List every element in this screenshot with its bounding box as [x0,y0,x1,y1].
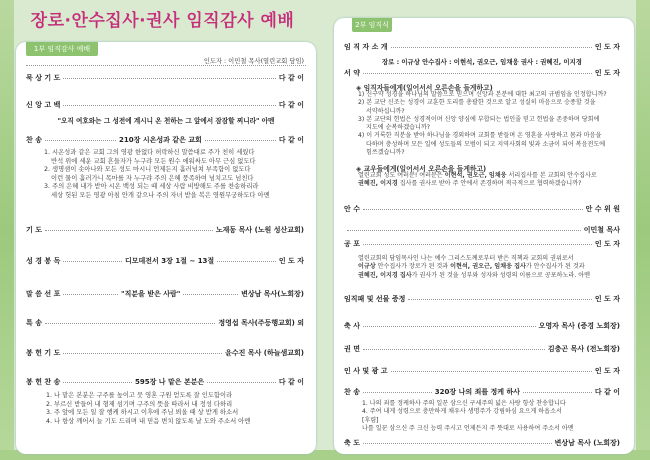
order-item-prayer [26,225,304,235]
vow-line: 다하며 충성하며 모든 일에 성도들의 모범이 되고 지역사회의 빛과 소금이 되어 복음전도에 [366,140,606,148]
dots [523,392,592,393]
item-label: 성 경 봉 독 [26,257,61,265]
offering-lyrics [46,392,250,426]
order-item-proclamation [344,239,620,249]
vows-questions [358,91,607,157]
vow-line: 4) 이 거룩한 직분을 받아 하나님을 경외하며 교회를 받들며 온 영혼을 사랑하고 몸과 마음을 [358,132,602,140]
lyric-line: 4. 나 항상 깨어서 늘 기도 드리며 내 믿음 변치 않도록 날 도와 주소서 아멘 [46,417,251,425]
dots [363,73,592,74]
dots [63,105,275,106]
dots [45,323,215,324]
item-leader: 인 도 자 [594,367,620,375]
deaconess-names: 권혜진, 이지경 [358,180,398,188]
item-label: 축 도 [344,439,360,447]
dots [63,261,122,262]
dots [347,230,581,231]
lyric-line: 2. 생명샘이 솟아나와 모든 성도 마시니 언제든지 흘러넘쳐 부족함이 없도다 [44,166,251,173]
lyric-line: 이런 물이 흘러가니 목마를 자 누구랴 주의 은혜 풍족하여 넘치고도 넘친다 [51,174,254,182]
lyric-line: 반석 위에 세운 교회 흔들자가 누구랴 모든 원수 에워싸도 아무 근심 없도다 [51,157,256,165]
order-item-closing-hymn [344,387,620,397]
item-label: 인 사 및 광 고 [344,367,388,375]
order-item-announcements [344,366,620,376]
lyric-line: 2. 부르신 받들어 내 형제 섬기며 구주의 뜻을 따라서 내 정성 다하리 [46,400,233,408]
vows-heading-ordinands: ◈ 임직자들에게(일어서서 오른손을 들게하고) [356,84,493,92]
item-label: 임 직 자 소 개 [344,43,388,51]
confession-text: "오직 여호와는 그 성전에 계시니 온 천하는 그 앞에서 잠잠할 찌니라" 아멘 [57,117,275,125]
dots [63,78,275,79]
page-title: 장로·안수집사·권사 임직감사 예배 [30,11,295,31]
leader-divider [26,65,306,66]
order-item-sermon [26,289,304,299]
item-label: 안 수 [344,205,360,213]
decl-line-2: 이규상 안수집사가 장로가 된 것과 이현석, 권오근, 임채웅 집사가 안수집사가 된 것과 [358,263,585,271]
item-leader: 변상남 목사 (노회장) [554,439,620,447]
dots [63,353,222,354]
proclamation-text [358,255,590,280]
dots [205,140,276,141]
right-decoration [636,0,650,460]
dots [363,349,545,350]
item-label: 권 면 [344,345,360,353]
order-item-laying-hands [344,204,620,214]
item-leader: 다 같 이 [278,74,304,82]
item-leader: 인 도 자 [278,257,305,265]
service-panel-part2 [334,18,634,454]
order-item-exhortation [344,344,620,354]
vows-heading-congregation: ◈ 교우들에게(일어서서 오른손을 들게하고) [356,165,487,173]
order-item-silent-prayer [26,73,304,83]
dots [207,382,276,383]
dots [183,294,238,295]
hymn-title: 210장 시온성과 같은 교회 [119,136,202,144]
item-leader: 다 같 이 [594,388,621,396]
item-leader: 윤수진 목사 (하늘샘교회) [225,349,304,357]
order-item-scripture [26,256,304,266]
vow-line-1: 열린교회 성도 여러분! 여러분은 이현석, 권오근, 임채웅 서리집사를 본 교회의 안수집사로 [358,172,597,179]
decl-line-3: 권혜진, 이지경 집사가 권사가 된 것을 성부와 성자와 성령의 이름으로 공포하노라. 아멘 [358,271,590,279]
item-label: 봉 헌 찬 송 [26,378,61,386]
item-leader: 인 도 자 [594,240,620,248]
closing-hymn-lyrics [362,400,574,433]
vow-line: 힘쓰겠습니까? [366,149,405,157]
lyric-line: 3. 주 앞에 모든 일 잘 행케 하시고 이후에 주님 뵈올 때 상 받게 하소서 [46,409,239,416]
item-label: 축 사 [344,322,360,330]
part1-badge: 1부 임직감사 예배 [26,42,98,56]
item-leader: 인 도 자 [594,295,620,303]
dots [363,443,552,444]
item-label: 찬 송 [344,388,360,396]
congregation-vow [358,172,597,189]
order-item-offering-hymn [26,377,304,387]
item-leader: 다 같 이 [278,101,304,109]
order-item-special-song [26,318,304,328]
dots [217,261,276,262]
item-leader: 안 수 위 원 [585,205,620,213]
lyric-line: 1. 나 맡은 본분은 구주를 높이고 뭇 영혼 구원 얻도록 잘 인도함이라 [46,392,233,399]
item-leader: 노재동 목사 (노원 성산교회) [215,226,304,234]
item-label: 임직패 및 선물 증정 [344,295,406,303]
dots [63,294,118,295]
dots [63,382,132,383]
order-item-confession [26,100,304,110]
item-label: 봉 헌 기 도 [26,349,61,357]
sermon-title: "직분을 받은 사람" [120,290,181,298]
item-label: 공 포 [344,240,360,248]
order-item-laying-hands-minister [344,225,620,235]
dots [363,326,536,327]
item-label: 기 도 [26,226,42,234]
item-label: 말 씀 선 포 [26,290,61,298]
order-item-benediction [344,438,620,448]
item-leader: 변상남 목사(노회장) [241,290,304,298]
vow-line-2: 권혜진, 이지경 집사를 권사로 받아 주 안에서 존경하며 적극적으로 협력하겠습니까? [358,180,582,188]
dots [363,209,583,210]
dots [45,230,213,231]
dots [391,47,592,48]
item-leader: 인 도 자 [594,69,620,77]
lyric-line: 1. 시온성과 같은 교회 그의 영광 한없다 허락하신 말씀대로 주가 친히 세웠다 [44,149,255,156]
lyric-line: [후렴] [362,416,379,424]
item-leader: 정영섭 목사(주등행교회) 외 [218,319,304,327]
dots [408,299,591,300]
order-item-vows [344,68,620,78]
item-label: 서 약 [344,69,360,77]
offering-hymn-title: 595장 나 맡은 본분은 [134,378,205,386]
decl-line-1: 열린교회의 담임목사인 나는 예수 그리스도께로부터 받은 직책과 교회의 권위로서 [358,255,574,262]
vow-line: 3) 본 교단의 헌법은 성경적이며 신앙 양심에 부합되는 법인줄 믿고 헌법을 존중하며 당회에 [358,115,600,123]
item-label: 신 앙 고 백 [26,101,61,109]
item-label: 묵 상 기 도 [26,74,61,82]
item-leader: 인 도 자 [594,43,620,51]
order-item-congratulations [344,321,620,331]
lyric-line: 세상 헛된 모든 영광 아침 안개 같으나 주의 자녀 받을 복은 영원무궁하도다 아멘 [51,191,270,199]
order-item-offering-prayer [26,348,304,358]
lyric-line: 4. 주여 내게 성령으로 충만하게 채우사 생명주가 강림하심 요으게 하옵소서 [362,408,562,416]
left-decoration [0,0,14,460]
closing-hymn-title: 320장 나의 죄를 정케 하사 [434,388,521,396]
item-label: 특 송 [26,319,42,327]
item-leader: 김충곤 목사 (전노회장) [547,345,620,353]
scripture-ref: 디모데전서 3장 1절 ~ 13절 [125,257,215,265]
leader-text: 인도자 : 이민철 목사(열린교회 담임) [203,58,304,65]
dots [363,244,592,245]
vow-line: 1) 신구약 성경을 하나님의 말씀으로 믿으며 신앙과 본분에 대한 최고의 규범임을 인정합니까? [358,91,607,98]
item-leader: 다 같 이 [278,378,305,386]
lyric-line: 3. 주의 은혜 내가 받아 시온 백성 되는 때 세상 사람 비방해도 주를 찬송하리라 [44,183,259,190]
part2-badge: 2부 임직식 [352,18,392,32]
dots [363,392,432,393]
service-panel-part1 [16,42,316,454]
item-leader: 이민철 목사 [583,226,620,234]
lyric-line: 나를 일꾼 삼으신 주 크신 능력 주시고 언제든지 주 뜻대로 사용하여 주소서 아멘 [362,424,574,432]
deacon-names: 이현석, 권오근, 임채웅 [444,172,507,179]
item-label: 찬 송 [26,136,42,144]
order-item-gifts [344,294,620,304]
vow-line: 서약하십니까? [366,107,405,115]
vow-line: 2) 본 교단 신조는 성경이 교훈한 도리를 총괄한 것으로 알고 성실히 마음으로 승종할 것을 [358,99,596,107]
dots [45,140,116,141]
item-leader: 다 같 이 [278,136,305,144]
order-item-hymn [26,135,304,145]
ordinands-list: 장로 : 이규상 안수집사 : 이현석, 권오근, 임채웅 권사 : 권혜진, 이지경 [382,58,582,66]
vow-line: 지도에 순복하겠습니까? [366,124,431,132]
order-item-introduction [344,42,620,52]
lyric-line: 1. 나의 죄를 정케하사 주의 일꾼 삼으신 구세주의 넓은 사랑 항상 찬송합니다 [362,400,566,407]
dots [391,371,592,372]
hymn-lyrics [44,149,270,200]
item-leader: 오영자 목사 (증경 노회장) [538,322,620,330]
